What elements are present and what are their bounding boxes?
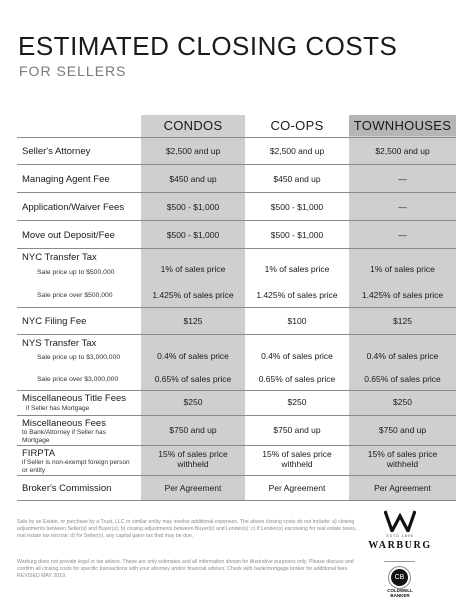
row-move-out-deposit xyxy=(17,220,456,249)
cell-condos: 0.4% of sales price xyxy=(157,351,229,361)
warburg-w-logo-icon xyxy=(384,510,416,532)
cell-townhouses: $750 and up xyxy=(378,425,427,435)
warburg-wordmark: WARBURG xyxy=(368,540,432,551)
row-nyc-filing-fee xyxy=(17,307,456,335)
cell-line: 15% of sales price xyxy=(262,449,332,459)
column-header-coops: CO-OPS xyxy=(270,118,324,133)
row-label: Broker's Commission xyxy=(22,483,112,494)
row-sublabel: or entity xyxy=(22,467,46,474)
cell-condos: Per Agreement xyxy=(164,483,222,493)
cell-condos: $125 xyxy=(183,316,203,326)
column-header-townhouses: TOWNHOUSES xyxy=(353,118,452,133)
row-label: Seller's Attorney xyxy=(22,146,91,157)
row-label: Miscellaneous Title Fees xyxy=(22,393,127,404)
cell-condos: $500 - $1,000 xyxy=(166,230,220,240)
row-nyc-transfer-tax xyxy=(17,248,456,308)
cell-townhouses: $2,500 and up xyxy=(375,146,430,156)
cell-line: 15% of sales price xyxy=(367,449,438,459)
disclaimer-paragraph: Sale by an Estate, or purchase by a Trust, LLC or similar entity may involve additional expenses. The above closing costs do not include: a) closing adjustments between Seller(s) and Buyer(s); b) closing adjustments between Buyer(s) and Lender(s); c) if Lender(s) escrowing for real estate taxes, real estate tax escrow; d) for Seller(s), any capital gains tax that may be due. xyxy=(17,519,357,540)
cell-coops: $100 xyxy=(287,316,307,326)
cell-line: withheld xyxy=(281,458,313,469)
row-label: NYS Transfer Tax xyxy=(22,338,97,349)
cell-condos: $500 - $1,000 xyxy=(166,202,220,212)
cell-condos: 0.65% of sales price xyxy=(154,374,232,384)
row-sublabel: to Bank/Attorney if Seller has xyxy=(22,429,106,436)
cell-coops: $250 xyxy=(287,397,307,407)
cell-townhouses: Per Agreement xyxy=(374,483,431,493)
row-label: NYC Filing Fee xyxy=(22,316,87,327)
cell-townhouses: — xyxy=(398,230,407,240)
cell-condos: 1.425% of sales price xyxy=(152,290,234,300)
row-label: FIRPTA xyxy=(22,448,56,459)
row-brokers-commission xyxy=(17,475,456,501)
cell-coops: 0.65% of sales price xyxy=(258,374,336,384)
cb-line: COLDWELL xyxy=(387,588,413,593)
cell-coops: $750 and up xyxy=(273,425,321,435)
cell-condos: $750 and up xyxy=(169,425,217,435)
cell-townhouses: 1.425% of sales price xyxy=(361,290,444,300)
cell-line: 15% of sales price xyxy=(158,449,228,459)
row-sublabel: Sale price up to $500,000 xyxy=(37,269,115,276)
row-sublabel: if Seller is non-exempt foreign person xyxy=(22,459,130,466)
logo-divider xyxy=(384,561,415,562)
cell-coops: 1.425% of sales price xyxy=(256,290,338,300)
row-misc-fees xyxy=(17,415,456,446)
estd-text: ESTD 1896 xyxy=(386,534,414,538)
cell-coops: $500 - $1,000 xyxy=(270,230,324,240)
row-label: Miscellaneous Fees xyxy=(22,418,106,429)
row-application-waiver-fees xyxy=(17,192,456,221)
row-sublabel: if Seller has Mortgage xyxy=(26,405,90,412)
row-label: NYC Transfer Tax xyxy=(22,252,97,263)
table-bottom-rule xyxy=(17,500,456,501)
cell-line: withheld xyxy=(177,458,209,469)
cell-condos: 1% of sales price xyxy=(160,264,226,274)
cell-condos: $250 xyxy=(183,397,203,407)
row-sublabel: Sale price up to $3,000,000 xyxy=(37,354,121,361)
coldwell-banker-logo-icon: CB xyxy=(391,569,408,586)
cell-townhouses: 0.65% of sales price xyxy=(364,374,441,384)
cell-townhouses: 0.4% of sales price xyxy=(366,351,439,361)
row-misc-title-fees xyxy=(17,390,456,416)
row-sublabel: Mortgage xyxy=(22,437,50,444)
row-sublabel: Sale price over $3,000,000 xyxy=(37,376,119,383)
cell-townhouses xyxy=(349,450,456,470)
cell-line: withheld xyxy=(386,458,419,469)
column-header-condos: CONDOS xyxy=(163,118,223,133)
cell-townhouses: — xyxy=(398,174,407,184)
cell-coops xyxy=(245,450,349,470)
disclaimer-paragraph: Warburg does not provide legal or tax advice. These are only estimates and all information shown for illustrative purposes only. Please discuss and confirm all closing costs for specific transactions with your attorney and/or financial advisor. Check with bank/mortgage broker for additional fees. REVISED MAY 2019. xyxy=(17,559,354,580)
cell-townhouses: $125 xyxy=(393,316,412,326)
cell-coops: 1% of sales price xyxy=(264,264,330,274)
row-firpta xyxy=(17,445,456,476)
cell-townhouses: — xyxy=(398,202,407,212)
row-label: Application/Waiver Fees xyxy=(22,202,125,213)
cell-condos: $2,500 and up xyxy=(165,146,221,156)
coldwell-banker-wordmark xyxy=(378,588,422,598)
cell-coops: $500 - $1,000 xyxy=(270,202,324,212)
row-nys-transfer-tax xyxy=(17,334,456,391)
cell-coops: Per Agreement xyxy=(268,483,326,493)
page-subtitle: FOR SELLERS xyxy=(19,63,127,79)
cell-coops: 0.4% of sales price xyxy=(261,351,333,361)
cell-coops: $450 and up xyxy=(273,174,321,184)
cb-line: BANKER xyxy=(390,593,410,599)
cell-condos: $450 and up xyxy=(169,174,217,184)
row-managing-agent-fee xyxy=(17,164,456,193)
row-sellers-attorney xyxy=(17,137,456,165)
cell-coops: $2,500 and up xyxy=(269,146,325,156)
page-title: ESTIMATED CLOSING COSTS xyxy=(18,31,398,61)
cell-townhouses: $250 xyxy=(393,397,412,407)
row-label: Move out Deposit/Fee xyxy=(22,230,115,241)
cell-condos xyxy=(141,450,245,470)
row-label: Managing Agent Fee xyxy=(22,174,110,185)
row-sublabel: Sale price over $500,000 xyxy=(37,292,113,299)
cell-townhouses: 1% of sales price xyxy=(370,264,435,274)
